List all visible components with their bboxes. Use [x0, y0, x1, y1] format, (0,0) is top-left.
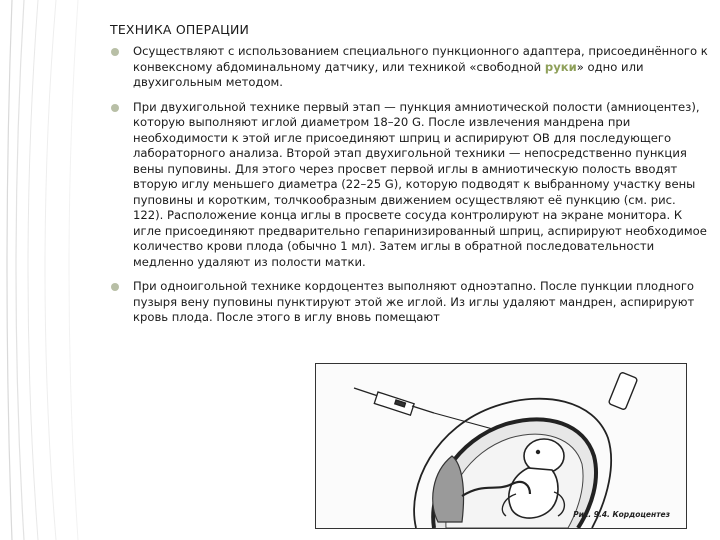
bullet-marker-icon — [111, 104, 119, 112]
cordocentesis-figure — [315, 363, 687, 529]
bullet-text: При двухигольной технике первый этап — пункция амниотической полости (амниоцентез), которую выполняют иглой диаметром 18–20 G. После извлечения мандрена при необходимости к этой игле присоединяют шприц и аспирируют ОВ для последующего лабораторного анализа. Второй этап двухигольной техники — непосредственно пункция вены пуповины. Для этого через просвет первой иглы в амниотическую полость вводят вторую иглу меньшего диаметра (22–25 G), которую подводят к выбранному участку вены пуповины и коротким, толчкообразным движением осуществляют её пункцию (см. рис. 122). Расположение конца иглы в просвете сосуда контролируют на экране монитора. К игле присоединяют предварительно гепаринизированный шприц, аспирируют необходимое количество крови плода (обычно 1 мл). Затем иглы в обратной последовательности медленно удаляют из полости матки. — [133, 99, 707, 269]
bullet-item — [108, 44, 708, 91]
section-title: ТЕХНИКА ОПЕРАЦИИ — [110, 22, 250, 37]
cordocentesis-illustration — [316, 364, 686, 528]
ultrasound-probe — [608, 372, 637, 410]
page-edge-curves — [0, 0, 110, 540]
bullet-list — [108, 44, 708, 335]
bullet-item — [108, 279, 708, 326]
bullet-marker-icon — [111, 283, 119, 291]
figure-caption: Рис. 9.4. Кордоцентез — [573, 510, 670, 519]
highlight-word-link[interactable]: руки — [544, 59, 577, 74]
bullet-text-after: » одно или двухигольным методом. — [133, 59, 644, 89]
bullet-text-before: Осуществляют с использованием специального пункционного адаптера, присоединённого к конвексному абдоминальному датчику, или техникой «свободной — [133, 44, 708, 74]
syringe-icon — [354, 388, 434, 415]
bullet-text: При одноигольной технике кордоцентез выполняют одноэтапно. После пункции плодного пузыря вену пуповины пунктируют этой же иглой. Из иглы удаляют мандрен, аспирируют кровь плода. После этого в иглу вновь помещают — [133, 279, 695, 324]
bullet-item — [108, 100, 708, 271]
bullet-marker-icon — [111, 48, 119, 56]
placenta — [433, 456, 464, 522]
